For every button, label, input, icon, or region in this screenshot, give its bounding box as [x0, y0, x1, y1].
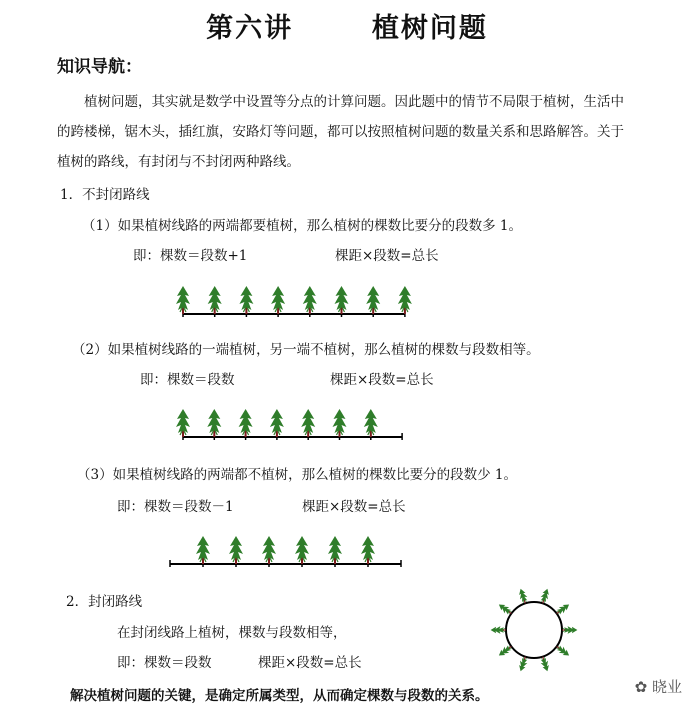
- wechat-icon: ✿: [634, 678, 648, 696]
- case-1-formula-count: 即：棵数＝段数+1: [133, 248, 248, 264]
- conclusion: 解决植树问题的关键，是确定所属类型，从而确定棵数与段数的关系。: [70, 688, 489, 704]
- case-1-text: （1）如果植树线路的两端都要植树，那么植树的棵数比要分的段数多 1。: [82, 218, 522, 234]
- case-3-formula-count: 即：棵数＝段数－1: [117, 499, 234, 515]
- case-2-tree-icon: [301, 409, 315, 437]
- lecture-topic: 植树问题: [371, 13, 488, 44]
- case-3-tree-icon: [262, 536, 276, 564]
- case-2-tree-icon: [207, 409, 221, 437]
- closed-route-text: 在封闭线路上植树，棵数与段数相等，: [117, 625, 347, 641]
- case-2-formula-length: 棵距×段数=总长: [330, 372, 434, 388]
- case-1-tree-icon: [335, 286, 349, 314]
- case-2-formula-count: 即：棵数＝段数: [140, 372, 235, 388]
- closed-route-tree-icon: [562, 626, 577, 634]
- case-3-tree-icon: [229, 536, 243, 564]
- case-1-tree-icon: [398, 286, 412, 314]
- case-3-tree-icon: [328, 536, 342, 564]
- case-1-tree-icon: [208, 286, 222, 314]
- case-1-tree-icon: [239, 286, 253, 314]
- case-2-tree-icon: [270, 409, 284, 437]
- case-3-tree-icon: [361, 536, 375, 564]
- case-1-tree-icon: [271, 286, 285, 314]
- case-3-text: （3）如果植树线路的两端都不植树，那么植树的棵数比要分的段数少 1。: [77, 467, 517, 483]
- lecture-number: 第六讲: [206, 13, 294, 44]
- intro-line-3: 植树的路线，有封闭与不封闭两种路线。: [57, 154, 300, 170]
- case-2-tree-icon: [239, 409, 253, 437]
- case-1-tree-icon: [176, 286, 190, 314]
- case-1-tree-icon: [366, 286, 380, 314]
- section-heading: 知识导航：: [57, 57, 142, 77]
- intro-line-2: 的跨楼梯，锯木头，插红旗，安路灯等问题，都可以按照植树问题的数量关系和思路解答。关于: [57, 124, 624, 140]
- closed-route-heading: 2．封闭路线: [66, 594, 143, 610]
- case-3-formula-length: 棵距×段数=总长: [302, 499, 406, 515]
- closed-route-tree-icon: [491, 626, 506, 634]
- case-3-tree-icon: [295, 536, 309, 564]
- closed-formula-count: 即：棵数＝段数: [117, 655, 212, 671]
- case-3-tree-icon: [196, 536, 210, 564]
- closed-formula-length: 棵距×段数=总长: [258, 655, 362, 671]
- closed-route-circle: [506, 602, 562, 658]
- watermark-text: 晓业: [651, 678, 682, 696]
- case-2-tree-icon: [364, 409, 378, 437]
- intro-line-1: 植树问题，其实就是数学中设置等分点的计算问题。因此题中的情节不局限于植树，生活中: [84, 94, 624, 110]
- open-route-heading: 1．不封闭路线: [60, 187, 150, 203]
- case-1-formula-length: 棵距×段数=总长: [335, 248, 439, 264]
- case-2-text: （2）如果植树线路的一端植树，另一端不植树，那么植树的棵数与段数相等。: [72, 342, 540, 358]
- case-1-tree-icon: [303, 286, 317, 314]
- case-2-tree-icon: [176, 409, 190, 437]
- watermark: [635, 676, 682, 697]
- case-2-tree-icon: [333, 409, 347, 437]
